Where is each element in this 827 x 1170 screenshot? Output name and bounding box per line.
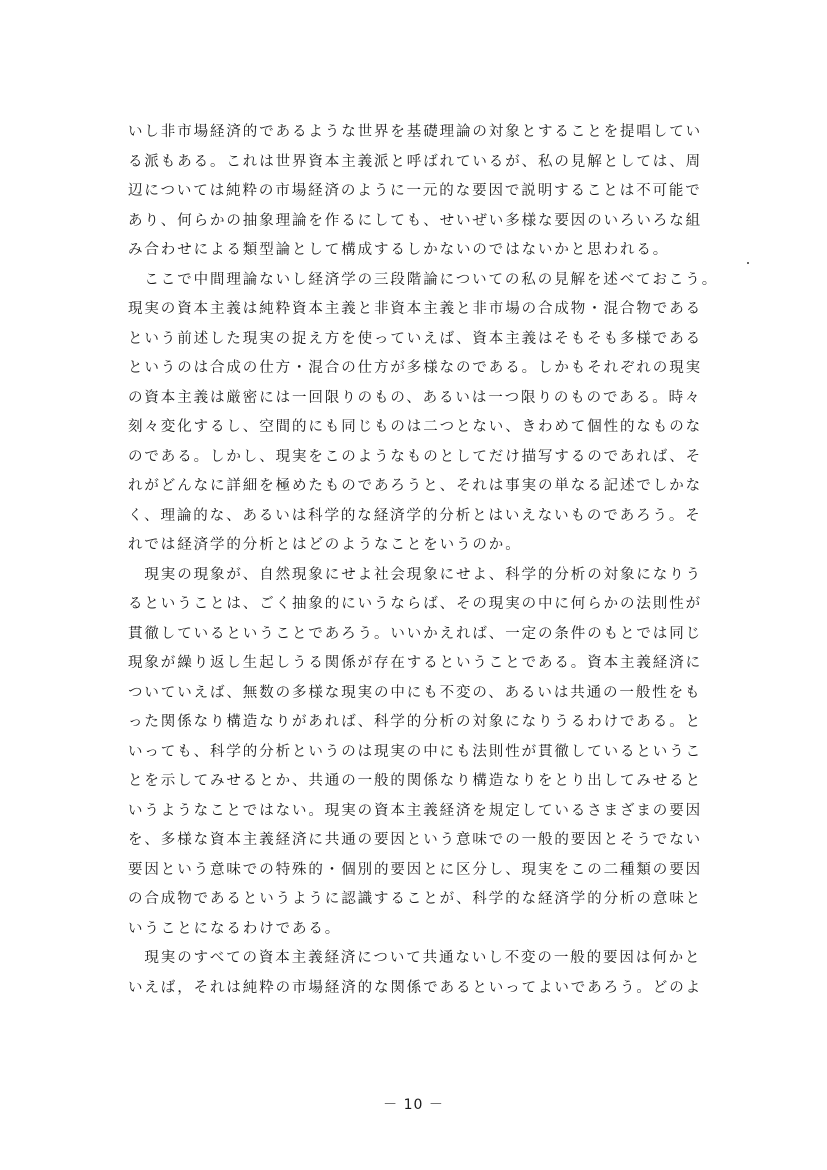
text-line: 現実の資本主義は純粋資本主義と非資本主義と非市場の合成物・混合物である <box>128 301 702 317</box>
text-line: 辺については純粋の市場経済のように一元的な要因で説明することは不可能で <box>128 183 702 199</box>
text-line: という前述した現実の捉え方を使っていえば、資本主義はそもそも多様である <box>128 330 702 347</box>
text-line: るということは、ごく抽象的にいうならば、その現実の中に何らかの法則性が <box>128 596 702 612</box>
text-line: ついていえば、無数の多様な現実の中にも不変の、あるいは共通の一般性をも <box>128 684 702 701</box>
text-line: いっても、科学的分析というのは現実の中にも法則性が貫徹しているというこ <box>128 743 702 760</box>
text-line: とを示してみせるとか、共通の一般的関係なり構造なりをとり出してみせると <box>128 773 702 789</box>
text-line: れでは経済学的分析とはどのようなことをいうのか。 <box>128 537 522 553</box>
text-line: いうことになるわけである。 <box>128 920 342 937</box>
text-line: のである。しかし、現実をこのようなものとしてだけ描写するのであれば、そ <box>128 448 702 465</box>
text-line: ここで中間理論ないし経済学の三段階論についての私の見解を述べておこう。 <box>128 271 719 288</box>
scan-artifact <box>747 262 749 264</box>
text-line: というのは合成の仕方・混合の仕方が多様なのである。しかもそれぞれの現実 <box>128 360 702 376</box>
text-line: 要因という意味での特殊的・個別的要因とに区分し、現実をこの二種類の要因 <box>128 861 702 878</box>
text-line: の合成物であるというように認識することが、科学的な経済学的分析の意味と <box>128 891 702 907</box>
text-line: いえば，それは純粋の市場経済的な関係であるといってよいであろう。どのよ <box>128 979 702 996</box>
text-line: の資本主義は厳密には一回限りのもの、あるいは一つ限りのものである。時々 <box>128 389 702 406</box>
text-line: いし非市場経済的であるような世界を基礎理論の対象とすることを提唱してい <box>128 124 702 140</box>
page-number: － 10 － <box>383 1097 444 1113</box>
text-line: いうようなことではない。現実の資本主義経済を規定しているさまざまの要因 <box>128 802 702 819</box>
text-line: 刻々変化するし、空間的にも同じものは二つとない、きわめて個性的なものな <box>128 419 702 435</box>
text-line: った関係なり構造なりがあれば、科学的分析の対象になりうるわけである。と <box>128 714 702 730</box>
text-line: 現実のすべての資本主義経済について共通ないし不変の一般的要因は何かと <box>128 950 702 966</box>
text-line: る派もある。これは世界資本主義派と呼ばれているが、私の見解としては、周 <box>128 153 702 170</box>
text-line: 貫徹しているということであろう。いいかえれば、一定の条件のもとでは同じ <box>128 625 702 642</box>
text-line: を、多様な資本主義経済に共通の要因という意味での一般的要因とそうでない <box>128 832 702 848</box>
text-line: 現象が繰り返し生起しうる関係が存在するということである。資本主義経済に <box>128 655 702 671</box>
body-text <box>128 118 738 1003</box>
text-line: 現実の現象が、自然現象にせよ社会現象にせよ、科学的分析の対象になりう <box>128 566 702 583</box>
text-line: あり、何らかの抽象理論を作るにしても、せいぜい多様な要因のいろいろな組 <box>128 212 702 229</box>
text-line: れがどんなに詳細を極めたものであろうと、それは事実の単なる記述でしかな <box>128 478 702 494</box>
text-line: く、理論的な、あるいは科学的な経済学的分析とはいえないものであろう。そ <box>128 507 702 524</box>
text-line: み合わせによる類型論として構成するしかないのではないかと思われる。 <box>128 242 670 258</box>
